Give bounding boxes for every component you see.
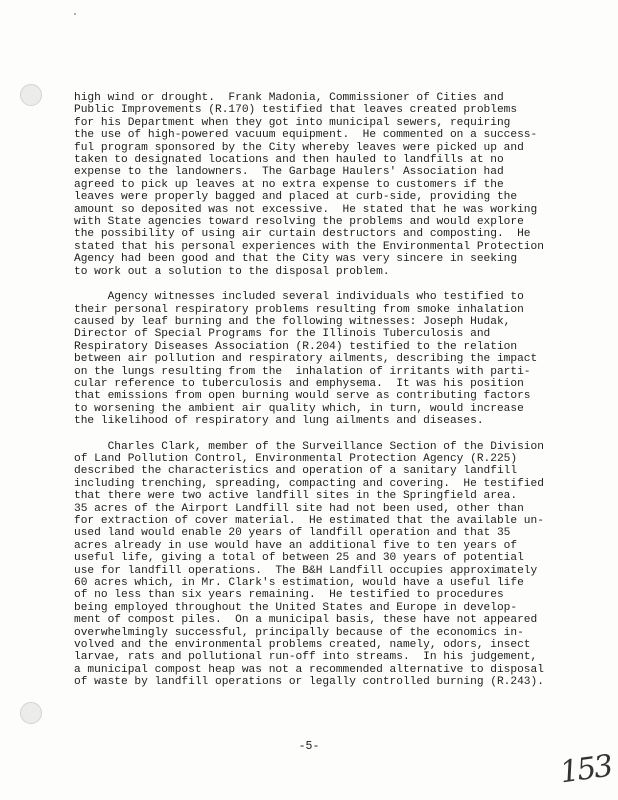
- text-line: expense to the landowners. The Garbage Haulers' Association had: [74, 166, 504, 179]
- text-line: their personal respiratory problems resulting from smoke inhalation: [74, 303, 524, 316]
- text-line: that emissions from open burning would serve as contributing factors: [74, 390, 531, 403]
- punch-hole-top: [20, 84, 42, 106]
- text-line: that there were two active landfill sites in the Springfield area.: [74, 490, 518, 503]
- paragraph-2: [74, 291, 614, 427]
- punch-hole-bottom: [20, 702, 42, 724]
- text-line: to worsening the ambient air quality which, in turn, would increase: [74, 402, 524, 415]
- text-line: 60 acres which, in Mr. Clark's estimation, would have a useful life: [74, 577, 524, 590]
- text-line: being employed throughout the United States and Europe in develop-: [74, 601, 518, 614]
- text-line: high wind or drought. Frank Madonia, Commissioner of Cities and: [74, 92, 504, 104]
- text-line: of waste by landfill operations or legally controlled burning (R.243).: [74, 676, 544, 689]
- text-line: Director of Special Programs for the Illinois Tuberculosis and: [74, 328, 491, 341]
- text-line: ment of compost piles. On a municipal basis, these have not appeared: [74, 614, 538, 627]
- text-line: stated that his personal experiences with the Environmental Protection: [74, 240, 544, 253]
- paragraph-1: [74, 92, 614, 278]
- text-line: caused by leaf burning and the following witnesses: Joseph Hudak,: [74, 315, 511, 328]
- text-line: agreed to pick up leaves at no extra expense to customers if the: [74, 178, 504, 191]
- text-line: taken to designated locations and then hauled to landfills at no: [74, 154, 504, 167]
- text-line: Agency had been good and that the City was very sincere in seeking: [74, 253, 518, 266]
- text-line: used land would enable 20 years of landfill operation and that 35: [74, 527, 511, 540]
- text-line: useful life, giving a total of between 25 and 30 years of potential: [74, 552, 524, 565]
- page-number: -5-: [298, 740, 320, 753]
- body-text: [74, 92, 614, 702]
- text-line: ful program sponsored by the City whereby leaves were picked up and: [74, 141, 524, 154]
- text-line: the use of high-powered vacuum equipment. He commented on a success-: [74, 129, 538, 142]
- text-line: leaves were properly bagged and placed at curb-side, providing the: [74, 191, 518, 204]
- text-line: Respiratory Diseases Association (R.204) testified to the relation: [74, 340, 518, 353]
- text-line: cular reference to tuberculosis and emphysema. It was his position: [74, 377, 524, 390]
- text-line: 35 acres of the Airport Landfill site had not been used, other than: [74, 502, 524, 515]
- text-line: for extraction of cover material. He estimated that the available un-: [74, 515, 544, 527]
- text-line: the possibility of using air curtain destructors and composting. He: [74, 228, 531, 241]
- text-line: larvae, rats and pollutional run-off into streams. In his judgement,: [74, 651, 538, 664]
- text-line: a municipal compost heap was not a recommended alternative to disposal: [74, 663, 544, 676]
- text-line: Public Improvements (R.170) testified that leaves created problems: [74, 104, 518, 117]
- handwritten-page-annotation: 153: [557, 748, 614, 791]
- text-line: on the lungs resulting from the inhalation of irritants with parti-: [74, 365, 531, 378]
- text-line: use for landfill operations. The B&H Landfill occupies approximately: [74, 564, 538, 577]
- text-line: described the characteristics and operation of a sanitary landfill: [74, 465, 518, 478]
- paragraph-3: [74, 441, 614, 689]
- text-line: Agency witnesses included several individuals who testified to: [74, 291, 524, 304]
- text-line: amount so deposited was not excessive. He stated that he was working: [74, 203, 538, 216]
- text-line: of no less than six years remaining. He testified to procedures: [74, 589, 504, 602]
- text-line: overwhelmingly successful, principally because of the economics in-: [74, 626, 524, 639]
- text-line: the likelihood of respiratory and lung ailments and diseases.: [74, 415, 484, 428]
- text-line: Charles Clark, member of the Surveillance Section of the Division: [74, 440, 544, 453]
- text-line: volved and the environmental problems created, namely, odors, insect: [74, 639, 531, 652]
- text-line: between air pollution and respiratory ailments, describing the impact: [74, 353, 538, 366]
- text-line: acres already in use would have an additional five to ten years of: [74, 539, 518, 552]
- text-line: including trenching, spreading, compacting and covering. He testified: [74, 477, 544, 490]
- text-line: for his Department when they got into municipal sewers, requiring: [74, 116, 511, 129]
- text-line: with State agencies toward resolving the problems and would explore: [74, 216, 524, 229]
- paper-speck: [74, 13, 76, 15]
- text-line: to work out a solution to the disposal problem.: [74, 265, 390, 278]
- text-line: of Land Pollution Control, Environmental Protection Agency (R.225): [74, 452, 518, 465]
